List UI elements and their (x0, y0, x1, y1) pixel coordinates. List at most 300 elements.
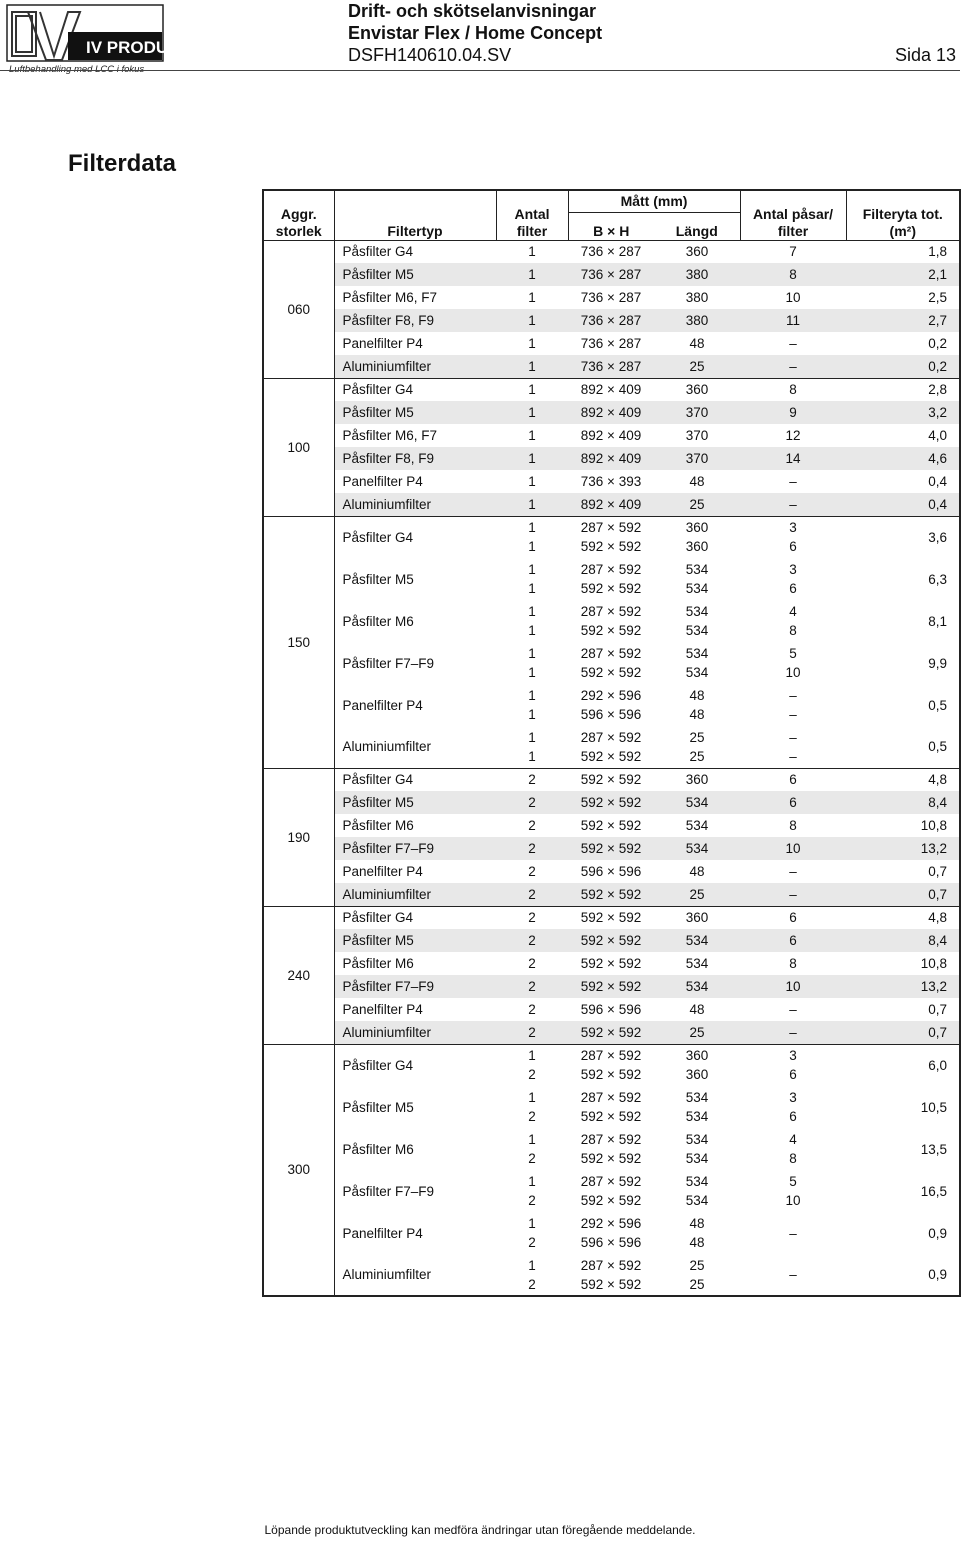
antal-cell-line: 2 (528, 933, 536, 948)
aggr-size-cell: 300 (263, 1044, 334, 1296)
bh-cell-line: 736 × 287 (580, 244, 642, 260)
bh-cell (568, 424, 654, 447)
langd-cell-line: 534 (685, 604, 709, 619)
bh-cell (568, 684, 654, 726)
logo-text: IV PRODUKT (86, 38, 191, 57)
pasar-cell-line: 6 (789, 772, 797, 788)
bh-cell (568, 860, 654, 883)
filteryta-cell: 3,6 (846, 516, 960, 558)
bh-cell (568, 600, 654, 642)
bh-cell-line: 596 × 596 (580, 864, 642, 879)
bh-cell-line: 592 × 592 (580, 956, 642, 971)
bh-cell (568, 263, 654, 286)
antal-cell-line: 1 (528, 729, 536, 745)
pasar-cell-line: 8 (789, 818, 797, 833)
pasar-cell (740, 424, 846, 447)
antal-cell (496, 600, 568, 642)
filteryta-cell: 0,2 (928, 336, 948, 351)
bh-cell-line: 892 × 409 (580, 496, 642, 512)
langd-cell-line: 380 (685, 267, 709, 282)
pasar-cell-line: 11 (786, 313, 801, 328)
filter-type-cell: Panelfilter P4 (342, 336, 423, 351)
filter-type-cell: Påsfilter M6, F7 (342, 428, 438, 443)
langd-cell-line: 534 (685, 1151, 709, 1166)
pasar-cell (740, 1044, 846, 1086)
filter-type-cell: Panelfilter P4 (342, 864, 423, 879)
antal-cell-line: 1 (528, 474, 536, 489)
bh-cell (568, 1086, 654, 1128)
langd-cell (654, 470, 740, 493)
filteryta-cell: 13,2 (846, 975, 960, 998)
antal-cell (496, 929, 568, 952)
langd-cell-line: 48 (689, 1002, 705, 1017)
bh-cell-line: 287 × 592 (580, 1132, 642, 1147)
langd-cell-line: 48 (689, 474, 705, 489)
pasar-cell-line: – (789, 1002, 797, 1017)
pasar-cell (740, 929, 846, 952)
bh-cell-line: 736 × 287 (580, 313, 642, 328)
antal-cell (496, 332, 568, 355)
pasar-cell (740, 401, 846, 424)
antal-cell (496, 998, 568, 1021)
bh-cell-line: 287 × 592 (580, 646, 642, 661)
bh-cell (568, 1170, 654, 1212)
table-row (263, 309, 960, 332)
langd-cell-line: 48 (689, 707, 705, 722)
table-row (263, 791, 960, 814)
bh-cell (568, 309, 654, 332)
filteryta-cell: 4,8 (846, 768, 960, 791)
section-title: Filterdata (68, 150, 177, 177)
pasar-cell-line: 10 (785, 290, 801, 305)
aggr-size-cell: 150 (263, 516, 334, 768)
antal-cell-line: 1 (528, 290, 536, 305)
langd-cell-line: 370 (685, 428, 709, 443)
filteryta-cell: 0,5 (928, 697, 948, 713)
antal-cell-line: 1 (528, 382, 536, 398)
pasar-cell (740, 309, 846, 332)
bh-cell (568, 447, 654, 470)
pasar-cell-line: – (789, 1024, 797, 1040)
langd-cell (654, 401, 740, 424)
bh-cell-line: 596 × 596 (580, 1002, 642, 1017)
antal-cell (496, 447, 568, 470)
langd-cell (654, 1086, 740, 1128)
langd-cell-line: 48 (689, 336, 705, 351)
pasar-cell (740, 837, 846, 860)
filteryta-cell: 0,9 (928, 1267, 948, 1282)
pasar-cell (740, 998, 846, 1021)
pasar-cell-line: 5 (789, 1174, 797, 1189)
antal-cell (496, 883, 568, 906)
filteryta-cell: 4,6 (846, 447, 960, 470)
pasar-cell-line: – (789, 748, 797, 764)
langd-cell-line: 534 (685, 623, 709, 638)
pasar-cell (740, 726, 846, 768)
pasar-cell (740, 642, 846, 684)
table-row (263, 332, 960, 355)
pasar-cell-line: 3 (789, 562, 797, 577)
iv-produkt-logo (6, 4, 191, 72)
antal-cell (496, 309, 568, 332)
langd-cell-line: 534 (685, 581, 709, 596)
pasar-cell (740, 1128, 846, 1170)
filter-type-cell: Aluminiumfilter (334, 1021, 496, 1044)
table-row (263, 401, 960, 424)
pasar-cell-line: 5 (789, 646, 797, 661)
bh-cell-line: 736 × 287 (580, 336, 642, 351)
pasar-cell (740, 558, 846, 600)
table-row (263, 975, 960, 998)
filteryta-cell: 8,1 (928, 613, 948, 629)
filter-type-cell: Panelfilter P4 (342, 1002, 423, 1017)
bh-cell (568, 768, 654, 791)
filter-type-cell: Påsfilter M6 (342, 956, 414, 971)
filter-type-cell: Aluminiumfilter (334, 355, 496, 378)
pasar-cell-line: 4 (789, 604, 797, 619)
langd-cell (654, 1212, 740, 1254)
antal-cell-line: 1 (528, 267, 536, 282)
aggr-size-cell: 240 (263, 906, 334, 1044)
filteryta-cell: 10,5 (920, 1099, 948, 1115)
pasar-cell-line: – (789, 474, 797, 489)
antal-cell-line: 1 (528, 244, 536, 260)
filteryta-cell: 2,7 (846, 309, 960, 332)
table-row (263, 642, 960, 684)
bh-cell (568, 1212, 654, 1254)
bh-cell-line: 736 × 287 (580, 267, 642, 282)
langd-cell-line: 25 (689, 496, 705, 512)
bh-cell (568, 975, 654, 998)
filter-type-cell: Påsfilter G4 (334, 516, 496, 558)
filteryta-cell: 6,3 (928, 571, 948, 587)
langd-cell (654, 378, 740, 401)
pasar-cell (740, 906, 846, 929)
pasar-cell (740, 516, 846, 558)
langd-cell-line: 360 (685, 520, 709, 536)
pasar-cell-line: 8 (789, 956, 797, 971)
document-header (348, 0, 602, 66)
bh-cell (568, 378, 654, 401)
filteryta-cell: 3,2 (846, 401, 960, 424)
antal-cell-line: 2 (528, 1235, 536, 1250)
antal-cell-line: 1 (528, 428, 536, 443)
bh-cell-line: 592 × 592 (580, 772, 642, 788)
langd-cell-line: 360 (685, 910, 709, 926)
filter-type-cell: Påsfilter F7–F9 (334, 975, 496, 998)
antal-cell-line: 1 (528, 1174, 536, 1189)
langd-cell (654, 998, 740, 1021)
langd-cell (654, 263, 740, 286)
bh-cell (568, 726, 654, 768)
langd-cell-line: 25 (689, 748, 705, 764)
langd-cell (654, 447, 740, 470)
table-row (263, 1021, 960, 1044)
antal-cell (496, 470, 568, 493)
langd-cell (654, 814, 740, 837)
bh-cell-line: 592 × 592 (580, 818, 642, 833)
langd-cell-line: 380 (685, 290, 709, 305)
antal-cell-line: 2 (528, 795, 536, 810)
pasar-cell-line: – (789, 358, 797, 374)
antal-cell-line: 1 (528, 688, 536, 703)
header-filteryta: Filteryta tot. (m²) (846, 190, 960, 240)
table-row (263, 768, 960, 791)
antal-cell-line: 1 (528, 336, 536, 351)
doc-title-line1: Drift- och skötselanvisningar (348, 1, 597, 21)
antal-cell (496, 240, 568, 263)
bh-cell-line: 592 × 592 (580, 886, 642, 902)
langd-cell-line: 534 (685, 956, 709, 971)
langd-cell-line: 25 (689, 358, 705, 374)
filter-type-cell: Påsfilter M6, F7 (342, 290, 438, 305)
header-divider (0, 70, 960, 71)
bh-cell-line: 592 × 592 (580, 665, 642, 680)
bh-cell (568, 952, 654, 975)
bh-cell-line: 592 × 592 (580, 623, 642, 638)
bh-cell-line: 592 × 592 (580, 1193, 642, 1208)
antal-cell-line: 2 (528, 886, 536, 902)
bh-cell-line: 592 × 592 (580, 539, 642, 555)
antal-cell (496, 424, 568, 447)
langd-cell-line: 360 (685, 772, 709, 788)
antal-cell-line: 1 (528, 623, 536, 638)
antal-cell-line: 1 (528, 646, 536, 661)
antal-cell-line: 2 (528, 1067, 536, 1083)
antal-cell-line: 1 (528, 496, 536, 512)
antal-cell-line: 1 (528, 1132, 536, 1147)
langd-cell-line: 48 (689, 688, 705, 703)
bh-cell-line: 592 × 592 (580, 1024, 642, 1040)
header-antal: Antal filter (496, 190, 568, 240)
langd-cell (654, 726, 740, 768)
filteryta-cell: 4,0 (928, 428, 948, 443)
pasar-cell-line: – (789, 1225, 797, 1241)
filteryta-cell: 2,8 (846, 378, 960, 401)
table-row (263, 240, 960, 263)
antal-cell-line: 1 (528, 604, 536, 619)
table-row (263, 447, 960, 470)
page-number: Sida 13 (894, 45, 956, 65)
bh-cell-line: 287 × 592 (580, 562, 642, 577)
pasar-cell (740, 684, 846, 726)
langd-cell-line: 534 (685, 841, 709, 856)
filter-type-cell: Påsfilter M5 (334, 263, 496, 286)
filteryta-cell: 2,1 (846, 263, 960, 286)
pasar-cell-line: 6 (789, 539, 797, 555)
table-row (263, 263, 960, 286)
filter-type-cell: Påsfilter M5 (342, 1099, 414, 1115)
langd-cell-line: 360 (685, 1067, 709, 1083)
aggr-size-cell: 190 (263, 768, 334, 906)
antal-cell (496, 975, 568, 998)
pasar-cell (740, 1254, 846, 1296)
pasar-cell (740, 447, 846, 470)
antal-cell (496, 1086, 568, 1128)
antal-cell-line: 1 (528, 665, 536, 680)
filteryta-cell: 0,4 (846, 493, 960, 516)
antal-cell-line: 2 (528, 979, 536, 994)
pasar-cell-line: 9 (789, 405, 797, 420)
pasar-cell-line: – (789, 864, 797, 879)
filter-type-cell: Påsfilter G4 (334, 906, 496, 929)
antal-cell (496, 791, 568, 814)
pasar-cell-line: 8 (789, 623, 797, 638)
pasar-cell-line: 10 (785, 665, 801, 680)
table-row (263, 929, 960, 952)
bh-cell (568, 998, 654, 1021)
filteryta-cell: 1,8 (846, 240, 960, 263)
antal-cell-line: 1 (528, 1257, 536, 1273)
pasar-cell (740, 952, 846, 975)
antal-cell-line: 2 (528, 1002, 536, 1017)
header-aggr: Aggr. storlek (263, 190, 334, 240)
langd-cell (654, 309, 740, 332)
langd-cell-line: 360 (685, 244, 709, 260)
pasar-cell (740, 493, 846, 516)
langd-cell-line: 534 (685, 1090, 709, 1105)
pasar-cell-line: 12 (785, 428, 801, 443)
antal-cell (496, 1044, 568, 1086)
pasar-cell (740, 860, 846, 883)
antal-cell-line: 2 (528, 1024, 536, 1040)
langd-cell (654, 1254, 740, 1296)
filteryta-cell: 0,4 (928, 474, 948, 489)
bh-cell-line: 592 × 592 (580, 979, 642, 994)
antal-cell-line: 1 (528, 1048, 536, 1064)
bh-cell (568, 355, 654, 378)
langd-cell (654, 1128, 740, 1170)
antal-cell (496, 642, 568, 684)
antal-cell-line: 1 (528, 1090, 536, 1105)
pasar-cell-line: 3 (789, 520, 797, 536)
filteryta-cell: 8,4 (846, 929, 960, 952)
filteryta-cell: 8,4 (846, 791, 960, 814)
pasar-cell (740, 791, 846, 814)
antal-cell (496, 768, 568, 791)
antal-cell (496, 1128, 568, 1170)
langd-cell-line: 25 (689, 729, 705, 745)
langd-cell (654, 975, 740, 998)
antal-cell-line: 2 (528, 1109, 536, 1124)
filter-type-cell: Påsfilter G4 (334, 378, 496, 401)
antal-cell (496, 837, 568, 860)
antal-cell (496, 516, 568, 558)
bh-cell-line: 736 × 393 (580, 474, 642, 489)
bh-cell-line: 592 × 592 (580, 933, 642, 948)
filteryta-cell: 0,5 (928, 739, 948, 755)
pasar-cell-line: 6 (789, 795, 797, 810)
bh-cell-line: 592 × 592 (580, 1067, 642, 1083)
pasar-cell-line: 6 (789, 581, 797, 596)
antal-cell-line: 2 (528, 841, 536, 856)
langd-cell (654, 1170, 740, 1212)
langd-cell-line: 534 (685, 1132, 709, 1147)
langd-cell (654, 1044, 740, 1086)
langd-cell-line: 25 (689, 1024, 705, 1040)
table-row (263, 1212, 960, 1254)
filter-type-cell: Påsfilter M6 (342, 818, 414, 833)
langd-cell-line: 360 (685, 539, 709, 555)
langd-cell-line: 534 (685, 1174, 709, 1189)
table-row (263, 355, 960, 378)
langd-cell-line: 48 (689, 1235, 705, 1250)
bh-cell-line: 592 × 592 (580, 841, 642, 856)
langd-cell (654, 642, 740, 684)
filteryta-cell: 0,9 (928, 1225, 948, 1241)
langd-cell-line: 48 (689, 864, 705, 879)
langd-cell-line: 534 (685, 1109, 709, 1124)
pasar-cell (740, 355, 846, 378)
bh-cell-line: 592 × 592 (580, 1151, 642, 1166)
langd-cell-line: 370 (685, 405, 709, 420)
pasar-cell (740, 1021, 846, 1044)
antal-cell (496, 355, 568, 378)
langd-cell (654, 952, 740, 975)
pasar-cell (740, 814, 846, 837)
pasar-cell (740, 975, 846, 998)
langd-cell (654, 1021, 740, 1044)
pasar-cell-line: 4 (789, 1132, 797, 1147)
filter-type-cell: Aluminiumfilter (334, 493, 496, 516)
doc-id: DSFH140610.04.SV (348, 45, 512, 65)
bh-cell-line: 592 × 592 (580, 1109, 642, 1124)
table-row (263, 726, 960, 768)
filter-type-cell: Påsfilter F8, F9 (334, 447, 496, 470)
pasar-cell-line: 6 (789, 933, 797, 948)
langd-cell (654, 600, 740, 642)
bh-cell-line: 592 × 592 (580, 910, 642, 926)
filter-type-cell: Påsfilter M6 (342, 1141, 414, 1157)
langd-cell (654, 768, 740, 791)
pasar-cell (740, 378, 846, 401)
bh-cell-line: 892 × 409 (580, 428, 642, 443)
filter-type-cell: Panelfilter P4 (342, 1225, 423, 1241)
pasar-cell (740, 470, 846, 493)
table-row (263, 906, 960, 929)
filteryta-cell: 4,8 (846, 906, 960, 929)
header-filtertyp: Filtertyp (387, 222, 443, 239)
antal-cell (496, 814, 568, 837)
pasar-cell-line: 10 (785, 1193, 801, 1208)
filteryta-cell: 13,5 (920, 1141, 948, 1157)
bh-cell-line: 292 × 596 (580, 688, 642, 703)
antal-cell (496, 860, 568, 883)
langd-cell (654, 355, 740, 378)
antal-cell-line: 1 (528, 313, 536, 328)
filteryta-cell: 9,9 (928, 655, 948, 671)
filter-type-cell: Påsfilter F7–F9 (334, 837, 496, 860)
table-row (263, 998, 960, 1021)
table-row (263, 814, 960, 837)
filteryta-cell: 16,5 (920, 1183, 948, 1199)
langd-cell-line: 534 (685, 1193, 709, 1208)
bh-cell (568, 470, 654, 493)
filter-data-table (262, 189, 961, 1297)
antal-cell (496, 726, 568, 768)
pasar-cell-line: 8 (789, 1151, 797, 1166)
bh-cell (568, 332, 654, 355)
pasar-cell-line: 6 (789, 910, 797, 926)
pasar-cell (740, 263, 846, 286)
antal-cell-line: 1 (528, 405, 536, 420)
header-pasar: Antal påsar/ filter (740, 190, 846, 240)
aggr-size-cell: 100 (263, 378, 334, 516)
antal-cell-line: 2 (528, 864, 536, 879)
bh-cell (568, 1044, 654, 1086)
pasar-cell-line: – (789, 729, 797, 745)
filter-type-cell: Påsfilter G4 (334, 240, 496, 263)
